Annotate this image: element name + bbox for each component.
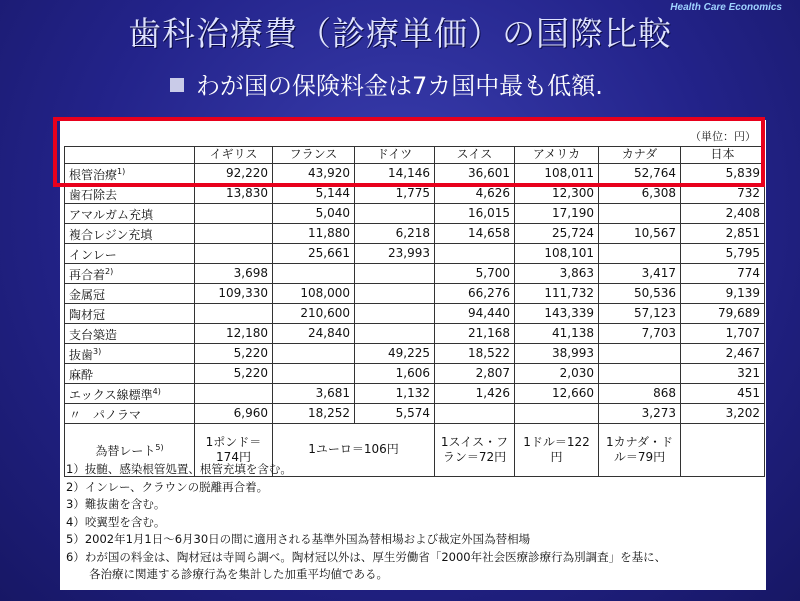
value-cell: 36,601 bbox=[435, 163, 515, 183]
exchange-rate-ca: 1カナダ・ドル＝79円 bbox=[599, 423, 681, 476]
value-cell: 12,660 bbox=[515, 383, 599, 403]
value-cell: 2,467 bbox=[681, 343, 765, 363]
value-cell: 5,795 bbox=[681, 243, 765, 263]
value-cell: 41,138 bbox=[515, 323, 599, 343]
value-cell bbox=[195, 383, 273, 403]
value-cell bbox=[273, 343, 355, 363]
value-cell: 2,408 bbox=[681, 203, 765, 223]
value-cell: 868 bbox=[599, 383, 681, 403]
footnotes bbox=[66, 461, 756, 584]
header-cell: アメリカ bbox=[515, 147, 599, 164]
row-label: エックス線標準$^{4)}$ bbox=[65, 383, 195, 403]
row-label: インレー bbox=[65, 243, 195, 263]
value-cell: 14,658 bbox=[435, 223, 515, 243]
value-cell bbox=[599, 243, 681, 263]
value-cell: 1,775 bbox=[355, 183, 435, 203]
value-cell: 5,574 bbox=[355, 403, 435, 423]
row-label: 歯石除去 bbox=[65, 183, 195, 203]
value-cell: 109,330 bbox=[195, 283, 273, 303]
value-cell: 7,703 bbox=[599, 323, 681, 343]
slide-title: 歯科治療費（診療単価）の国際比較 bbox=[128, 14, 672, 53]
exchange-rate-uk: 1ポンド＝174円 bbox=[195, 423, 273, 476]
table-row bbox=[65, 203, 765, 223]
footnote: 1）抜髄、感染根管処置、根管充填を含む。 bbox=[66, 462, 292, 476]
value-cell bbox=[355, 263, 435, 283]
value-cell: 43,920 bbox=[273, 163, 355, 183]
subtitle-text: わが国の保険料金は7カ国中最も低額. bbox=[196, 72, 603, 100]
value-cell: 1,426 bbox=[435, 383, 515, 403]
value-cell: 16,015 bbox=[435, 203, 515, 223]
row-label: 陶材冠 bbox=[65, 303, 195, 323]
unit-label: （単位：円） bbox=[690, 130, 756, 143]
corner-label: Health Care Economics bbox=[670, 2, 782, 13]
table-header-row bbox=[65, 147, 765, 164]
value-cell: 12,180 bbox=[195, 323, 273, 343]
table-row bbox=[65, 323, 765, 343]
value-cell: 6,960 bbox=[195, 403, 273, 423]
value-cell bbox=[195, 303, 273, 323]
value-cell: 321 bbox=[681, 363, 765, 383]
value-cell bbox=[355, 203, 435, 223]
value-cell: 1,606 bbox=[355, 363, 435, 383]
value-cell: 732 bbox=[681, 183, 765, 203]
row-label: 複合レジン充填 bbox=[65, 223, 195, 243]
value-cell: 108,101 bbox=[515, 243, 599, 263]
header-cell: ドイツ bbox=[355, 147, 435, 164]
header-cell: 日本 bbox=[681, 147, 765, 164]
table-row bbox=[65, 383, 765, 403]
value-cell: 1,707 bbox=[681, 323, 765, 343]
value-cell bbox=[515, 403, 599, 423]
value-cell: 3,863 bbox=[515, 263, 599, 283]
row-label: 金属冠 bbox=[65, 283, 195, 303]
exchange-rate-label: 為替レート$^{5)}$ bbox=[65, 423, 195, 476]
value-cell: 3,698 bbox=[195, 263, 273, 283]
value-cell: 111,732 bbox=[515, 283, 599, 303]
footnote: 6）わが国の料金は、陶材冠は寺岡ら調べ。陶材冠以外は、厚生労働省「2000年社会医療診療行為別調査」を基に、 bbox=[66, 549, 667, 564]
value-cell: 23,993 bbox=[355, 243, 435, 263]
value-cell: 12,300 bbox=[515, 183, 599, 203]
row-label: 〃 パノラマ bbox=[65, 403, 195, 423]
footnote: 3）難抜歯を含む。 bbox=[66, 497, 166, 511]
value-cell: 14,146 bbox=[355, 163, 435, 183]
value-cell: 57,123 bbox=[599, 303, 681, 323]
value-cell: 5,220 bbox=[195, 343, 273, 363]
value-cell: 38,993 bbox=[515, 343, 599, 363]
value-cell: 108,000 bbox=[273, 283, 355, 303]
value-cell bbox=[273, 263, 355, 283]
value-cell: 5,220 bbox=[195, 363, 273, 383]
value-cell: 5,839 bbox=[681, 163, 765, 183]
value-cell: 774 bbox=[681, 263, 765, 283]
table-row bbox=[65, 223, 765, 243]
value-cell: 3,681 bbox=[273, 383, 355, 403]
exchange-rate-us: 1ドル＝122円 bbox=[515, 423, 599, 476]
value-cell: 50,536 bbox=[599, 283, 681, 303]
value-cell: 94,440 bbox=[435, 303, 515, 323]
table-body bbox=[65, 163, 765, 423]
value-cell: 451 bbox=[681, 383, 765, 403]
value-cell bbox=[355, 283, 435, 303]
value-cell bbox=[435, 403, 515, 423]
value-cell: 66,276 bbox=[435, 283, 515, 303]
value-cell: 3,417 bbox=[599, 263, 681, 283]
footnote: 2）インレー、クラウンの脱離再合着。 bbox=[66, 479, 269, 494]
value-cell: 210,600 bbox=[273, 303, 355, 323]
value-cell: 92,220 bbox=[195, 163, 273, 183]
value-cell: 17,190 bbox=[515, 203, 599, 223]
value-cell: 3,202 bbox=[681, 403, 765, 423]
table-row bbox=[65, 303, 765, 323]
value-cell: 9,139 bbox=[681, 283, 765, 303]
value-cell bbox=[599, 363, 681, 383]
row-label: アマルガム充填 bbox=[65, 203, 195, 223]
table-row bbox=[65, 363, 765, 383]
table-row bbox=[65, 263, 765, 283]
value-cell: 5,700 bbox=[435, 263, 515, 283]
table-row bbox=[65, 183, 765, 203]
row-label: 根管治療$^{1)}$ bbox=[65, 163, 195, 183]
footnote: 5）2002年1月1日～6月30日の間に適用される基準外国為替相場および裁定外国為替相場 bbox=[66, 532, 531, 546]
header-cell: カナダ bbox=[599, 147, 681, 164]
value-cell: 143,339 bbox=[515, 303, 599, 323]
value-cell bbox=[195, 203, 273, 223]
value-cell: 10,567 bbox=[599, 223, 681, 243]
value-cell: 2,851 bbox=[681, 223, 765, 243]
value-cell: 2,030 bbox=[515, 363, 599, 383]
value-cell: 18,522 bbox=[435, 343, 515, 363]
value-cell: 6,308 bbox=[599, 183, 681, 203]
value-cell bbox=[435, 243, 515, 263]
value-cell: 4,626 bbox=[435, 183, 515, 203]
value-cell bbox=[195, 243, 273, 263]
value-cell: 13,830 bbox=[195, 183, 273, 203]
value-cell: 108,011 bbox=[515, 163, 599, 183]
row-label: 抜歯$^{3)}$ bbox=[65, 343, 195, 363]
price-table bbox=[64, 146, 765, 477]
header-cell: フランス bbox=[273, 147, 355, 164]
table-row bbox=[65, 243, 765, 263]
row-label: 支台築造 bbox=[65, 323, 195, 343]
header-cell: イギリス bbox=[195, 147, 273, 164]
value-cell: 2,807 bbox=[435, 363, 515, 383]
value-cell: 1,132 bbox=[355, 383, 435, 403]
value-cell: 5,144 bbox=[273, 183, 355, 203]
value-cell bbox=[273, 363, 355, 383]
value-cell bbox=[355, 323, 435, 343]
header-cell bbox=[65, 147, 195, 164]
value-cell: 11,880 bbox=[273, 223, 355, 243]
value-cell: 24,840 bbox=[273, 323, 355, 343]
row-label: 再合着$^{2)}$ bbox=[65, 263, 195, 283]
value-cell: 79,689 bbox=[681, 303, 765, 323]
exchange-rate-euro: 1ユーロ＝106円 bbox=[273, 423, 435, 476]
value-cell: 5,040 bbox=[273, 203, 355, 223]
footnote: 4）咬翼型を含む。 bbox=[66, 514, 166, 529]
exchange-rate-ch: 1スイス・フラン＝72円 bbox=[435, 423, 515, 476]
subtitle bbox=[170, 66, 603, 101]
value-cell: 52,764 bbox=[599, 163, 681, 183]
value-cell: 6,218 bbox=[355, 223, 435, 243]
value-cell: 25,661 bbox=[273, 243, 355, 263]
footnote: 各治療に関連する診療行為を集計した加重平均値である。 bbox=[66, 567, 388, 581]
table-row bbox=[65, 343, 765, 363]
header-cell: スイス bbox=[435, 147, 515, 164]
comparison-sheet bbox=[60, 120, 766, 590]
value-cell bbox=[599, 203, 681, 223]
value-cell: 25,724 bbox=[515, 223, 599, 243]
value-cell bbox=[599, 343, 681, 363]
value-cell bbox=[195, 223, 273, 243]
value-cell bbox=[355, 303, 435, 323]
value-cell: 18,252 bbox=[273, 403, 355, 423]
row-label: 麻酔 bbox=[65, 363, 195, 383]
square-bullet-icon bbox=[170, 78, 184, 92]
value-cell: 3,273 bbox=[599, 403, 681, 423]
table-row bbox=[65, 403, 765, 423]
value-cell: 21,168 bbox=[435, 323, 515, 343]
table-row bbox=[65, 283, 765, 303]
table-row bbox=[65, 163, 765, 183]
value-cell: 49,225 bbox=[355, 343, 435, 363]
